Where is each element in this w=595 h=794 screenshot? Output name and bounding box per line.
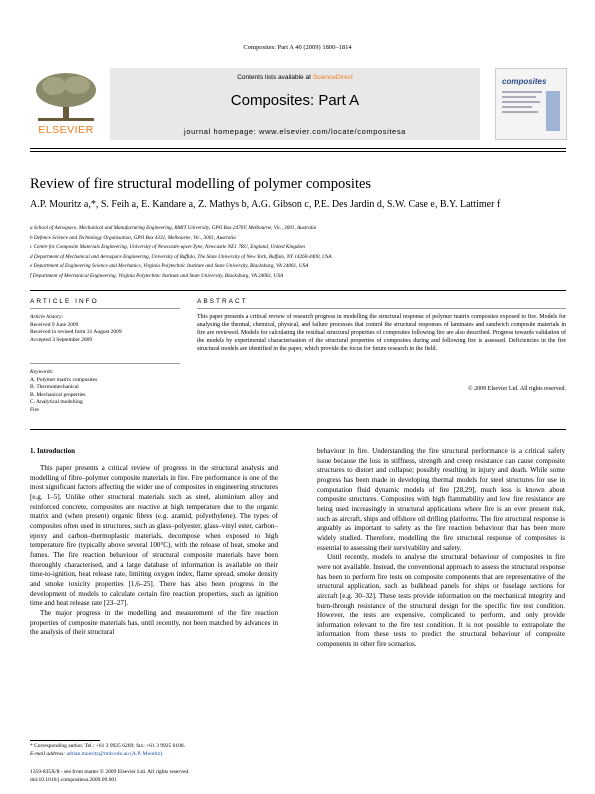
history-item: Received 9 June 2009: [30, 321, 79, 328]
affiliation: e Department of Engineering Science and Mechanics, Virginia Polytechnic Institute and State University, Blacksburg, VA 24061, USA: [30, 263, 309, 269]
keyword-item: Fire: [30, 406, 39, 413]
section-rule: [30, 290, 566, 291]
history-item: Received in revised form 31 August 2009: [30, 329, 122, 335]
keyword-item: C. Analytical modelling: [30, 399, 83, 405]
affiliations: [30, 224, 566, 281]
paragraph: Until recently, models to analyse the structural behaviour of composites in fire were not available. Instead, the conventional approach to assess the structural response has been to perform fire tests on composite components that are representative of the structural application, such as bulkhead panels for ships or fuselage sections for aircraft [e.g. 30–32]. These tests provide information on the mechanical integrity and burn-through resistance of the structural design for the specific fire test condition. However, the tests are expensive, complicated to perform, and only provide information relevant to the fire test condition. It is not possible to extrapolate the information from these tests to predict the structural behaviour of composite components in other fire scenarios.: [317, 553, 565, 649]
keywords: [30, 369, 180, 414]
keyword-item: B. Mechanical properties: [30, 391, 86, 398]
paragraph: behaviour in fire. Understanding the fire structural performance is a critical safety issue because the loss in stiffness, strength and creep resistance can cause composite structures to distort and collapse; possibly resulting in injury and death. While some progress has been made in developing thermal models for steel structures for use in computation fluid dynamic models of fire [28,29], much less is known about composite structures. Composites with high flammability and low fire resistance are being used increasingly in structural applications where fire is an ever present risk, such as aircraft, ships and offshore oil drilling platforms. The fire structural response is arguably as important to safety as the fire reaction behaviour that has been more widely studied. Therefore, modelling the fire structural response of composites is essential to assessing their survivability and safety.: [317, 447, 565, 552]
article-history: [30, 314, 180, 344]
page-footer: [30, 768, 330, 784]
cover-title: composites: [502, 77, 547, 86]
paragraph: The major progress in the modelling and measurement of the fire reaction properties of composite materials has, until recently, not been matched by advances in the analysis of their structural: [30, 608, 278, 637]
footnote-rule: [30, 740, 100, 741]
abstract-label: ABSTRACT: [197, 298, 248, 305]
keywords-rule: [30, 363, 180, 364]
contents-line: [110, 74, 480, 81]
abstract-text: This paper presents a critical review of research progress in modelling the structural response of polymer matrix composites exposed to fire. Models for analysing the thermal, chemical, physical, and failure processes that control the structural responses of laminates and sandwich composite materials in fire are reviewed. Models for calculating the residual structural properties of composites following fire are also described. Progress towards validation of the models by experimental characterisation of the structural properties of composites during and following fire is assessed. Deficiencies in the fire structural models are identified in the paper, which provide the focus for future research in the field.: [197, 314, 566, 352]
contents-prefix: Contents lists available at: [237, 74, 313, 81]
body-column-left: [30, 464, 278, 638]
article-info-label: ARTICLE INFO: [30, 298, 99, 305]
affiliation: f Department of Mechanical Engineering, Virginia Polytechnic Institute and State University, Blacksburg, VA 24061, USA: [30, 272, 284, 279]
journal-homepage[interactable]: journal homepage: www.elsevier.com/locate/compositesa: [184, 127, 406, 136]
affiliation: c Centre for Composite Materials Engineering, University of Newcastle-upon-Tyne, Newcastle NE1 7RU, England, United Kingdom: [30, 244, 305, 250]
body-column-right: [317, 447, 565, 650]
abstract-rule: [197, 308, 566, 309]
author-list: A.P. Mouritz a,*, S. Feih a, E. Kandare a, Z. Mathys b, A.G. Gibson c, P.E. Des Jardin d, S.W. Case e, B.Y. Lattimer f: [30, 199, 501, 210]
article-info-rule: [30, 308, 180, 309]
header-rule-thin: [30, 151, 566, 152]
section-heading-introduction: 1. Introduction: [30, 447, 75, 455]
sciencedirect-link[interactable]: ScienceDirect: [312, 74, 353, 81]
doi-line[interactable]: doi:10.1016/j.compositesa.2009.09.001: [30, 777, 117, 783]
publisher-name: ELSEVIER: [38, 124, 94, 136]
email-label: E-mail address:: [30, 751, 66, 757]
keyword-item: B. Thermomechanical: [30, 384, 79, 390]
journal-title: Composites: Part A: [230, 92, 360, 109]
journal-cover-thumbnail: [495, 68, 567, 140]
keywords-title: Keywords:: [30, 369, 54, 375]
article-title: Review of fire structural modelling of polymer composites: [30, 176, 372, 192]
email-link[interactable]: adrian.mouritz@rmit.edu.au (A.P. Mouritz).: [66, 751, 164, 757]
keyword-item: A. Polymer matrix composites: [30, 376, 98, 383]
abstract-bottom-rule: [30, 429, 566, 430]
history-item: Accepted 3 September 2009: [30, 336, 93, 343]
affiliation: a School of Aerospace, Mechanical and Manufacturing Engineering, RMIT University, GPO Box 2476V, Melbourne, Vic., 3001, Australia: [30, 225, 317, 231]
issn-line: 1359-835X/$ - see front matter © 2009 Elsevier Ltd. All rights reserved.: [30, 769, 190, 775]
affiliation: b Defence Science and Technology Organisation, GPO Box 4331, Melbourne, Vic., 3001, Australia: [30, 234, 236, 241]
paragraph: This paper presents a critical review of progress in the structural analysis and modelling of fibre–polymer composite materials in fire. Fire performance is one of the most significant factors affecting the wider use of composites in engineering structures [e.g. 1–5]. Unlike other structural materials such as steel, aluminium alloy and reinforced concrete, composites are reactive at high temperature due to the organic matrix and (when present) organic fibres (e.g. aramid, polyethylene). The types of composites often used in structures, such as glass–polyester, glass–vinyl ester, carbon–epoxy and carbon–thermoplastic materials, decompose when exposed to high temperature fire (typically above several 100°C), with the release of heat, smoke and fumes. The fire reaction behaviour of structural composite materials have been thoroughly characterised, and a large database of information is available on their time-to-ignition, heat release rate, limiting oxygen index, flame spread, smoke density and smoke toxicity properties [1,6–25]. There has also been progress in the development of models to calculate certain fire reaction properties, such as ignition time and heat release rate [23–27].: [30, 464, 278, 608]
corresponding-author: * Corresponding author. Tel.: +61 3 9925 6269; fax: +61 3 9925 6108.: [30, 743, 185, 749]
footnote: [30, 742, 290, 758]
abstract-copyright: © 2009 Elsevier Ltd. All rights reserved.: [468, 386, 566, 392]
affiliation: d Department of Mechanical and Aerospace Engineering, University of Buffalo, The State University of New York, Buffalo, NY 14260-4400, USA: [30, 253, 332, 260]
history-title: Article history:: [30, 314, 64, 320]
header-rule: [30, 148, 566, 149]
running-head: Composites: Part A 40 (2009) 1800–1814: [243, 44, 352, 51]
